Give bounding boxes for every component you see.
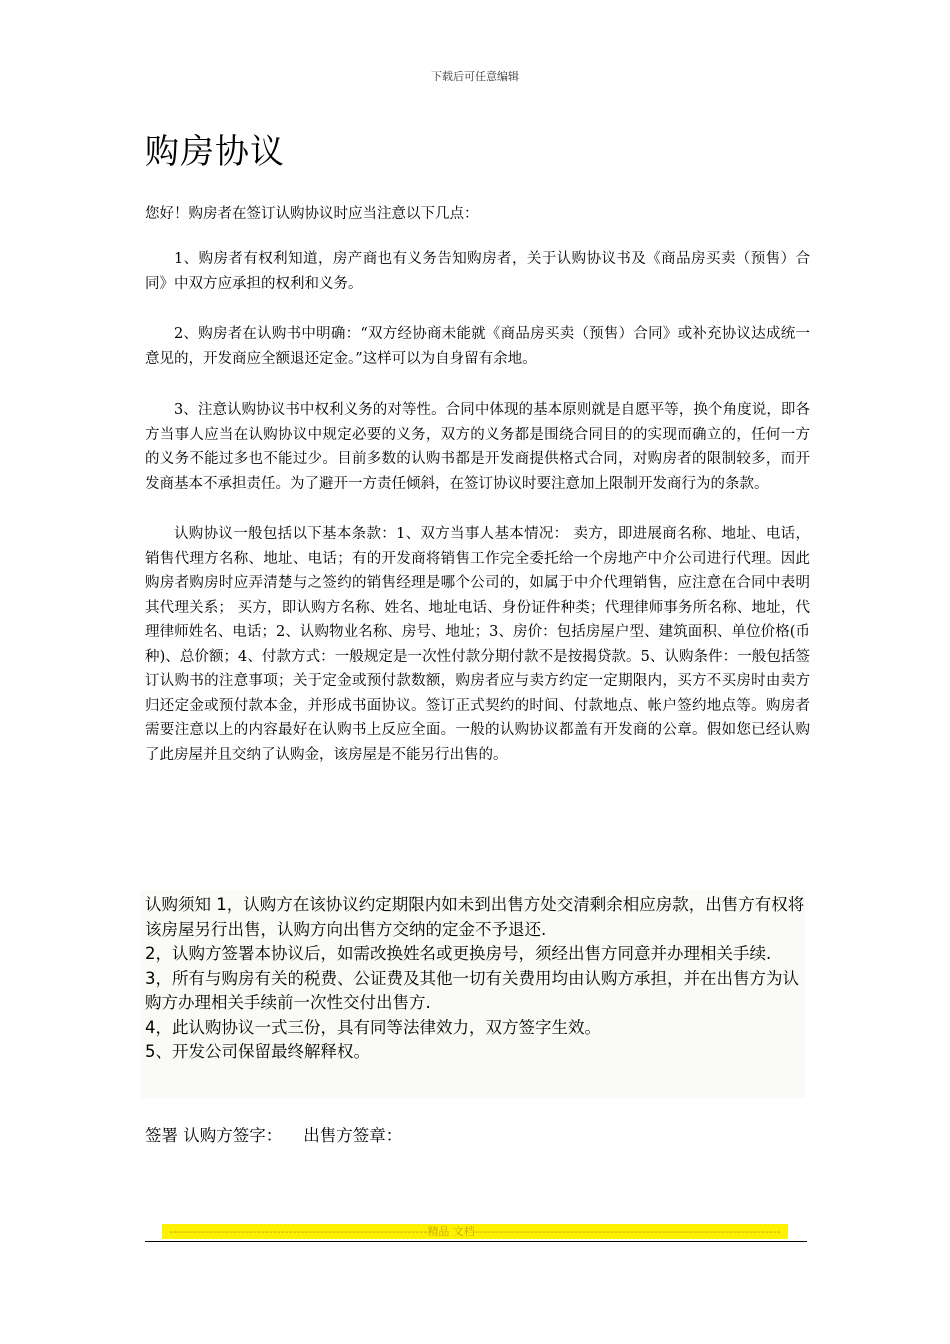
footer-dashes-right: -----------------------------------------------------------------------------: [474, 1225, 781, 1238]
footer-rule: [145, 1241, 807, 1242]
notice-item-1: 认购须知 1，认购方在该协议约定期限内如未到出售方处交清剩余相应房款，出售方有权将该房屋另行出售，认购方向出售方交纳的定金不予退还.: [145, 895, 805, 939]
header-note: 下载后可任意编辑: [431, 70, 519, 83]
paragraph-2: 2、购房者在认购书中明确：“双方经协商未能就《商品房买卖（预售）合同》或补充协议达成统一意见的，开发商应全额退还定金。”这样可以为自身留有余地。: [145, 326, 810, 367]
notice-item-2: 2，认购方签署本协议后，如需改换姓名或更换房号，须经出售方同意并办理相关手续.: [145, 944, 772, 963]
notice-item-3: 3，所有与购房有关的税费、公证费及其他一切有关费用均由认购方承担，并在出售方为认购方办理相关手续前一次性交付出售方.: [145, 968, 799, 1012]
footer-dashes-left: -----------------------------------------------------------------: [169, 1225, 428, 1238]
document-title: 购房协议: [145, 132, 285, 172]
footer-label: 精品 文档: [427, 1225, 475, 1238]
paragraph-1: 1、购房者有权利知道，房产商也有义务告知购房者，关于认购协议书及《商品房买卖（预售）合同》中双方应承担的权利和义务。: [145, 251, 810, 292]
notice-item-4: 4，此认购协议一式三份，具有同等法律效力，双方签字生效。: [145, 1017, 601, 1037]
notice-item-5: 5、开发公司保留最终解释权。: [145, 1042, 370, 1061]
signature-line: 签署 认购方签字： 出售方签章：: [145, 1126, 403, 1145]
footer-banner: [162, 1224, 788, 1239]
paragraph-4: 认购协议一般包括以下基本条款：1、双方当事人基本情况： 卖方，即进展商名称、地址、电话，销售代理方名称、地址、电话；有的开发商将销售工作完全委托给一个房地产中介公司进行代理。因此购房者购房时应弄清楚与之签约的销售经理是哪个公司的，如属于中介代理销售，应注意在合同中表明其代理关系； 买方，即认购方名称、姓名、地址电话、身份证件种类；代理律师事务所名称、地址，代理律师姓名、电话；2、认购物业名称、房号、地址；3、房价：包括房屋户型、建筑面积、单位价格(币种)、总价额；4、付款方式：一般规定是一次性付款分期付款不是按揭贷款。5、认购条件：一般包括签订认购书的注意事项；关于定金或预付款数额，购房者应与卖方约定一定期限内，买方不买房时由卖方归还定金或预付款本金，并形成书面协议。签订正式契约的时间、付款地点、帐户签约地点等。购房者需要注意以上的内容最好在认购书上反应全面。一般的认购协议都盖有开发商的公章。假如您已经认购了此房屋并且交纳了认购金，该房屋是不能另行出售的。: [145, 526, 810, 763]
purchase-notice: [145, 893, 805, 1065]
paragraph-3: 3、注意认购协议书中权利义务的对等性。合同中体现的基本原则就是自愿平等，换个角度说，即各方当事人应当在认购协议中规定必要的义务，双方的义务都是围绕合同目的的实现而确立的，任何一方的义务不能过多也不能过少。目前多数的认购书都是开发商提供格式合同，对购房者的限制较多，而开发商基本不承担责任。为了避开一方责任倾斜，在签订协议时要注意加上限制开发商行为的条款。: [145, 402, 810, 492]
intro-text: 您好！购房者在签订认购协议时应当注意以下几点：: [145, 206, 479, 222]
